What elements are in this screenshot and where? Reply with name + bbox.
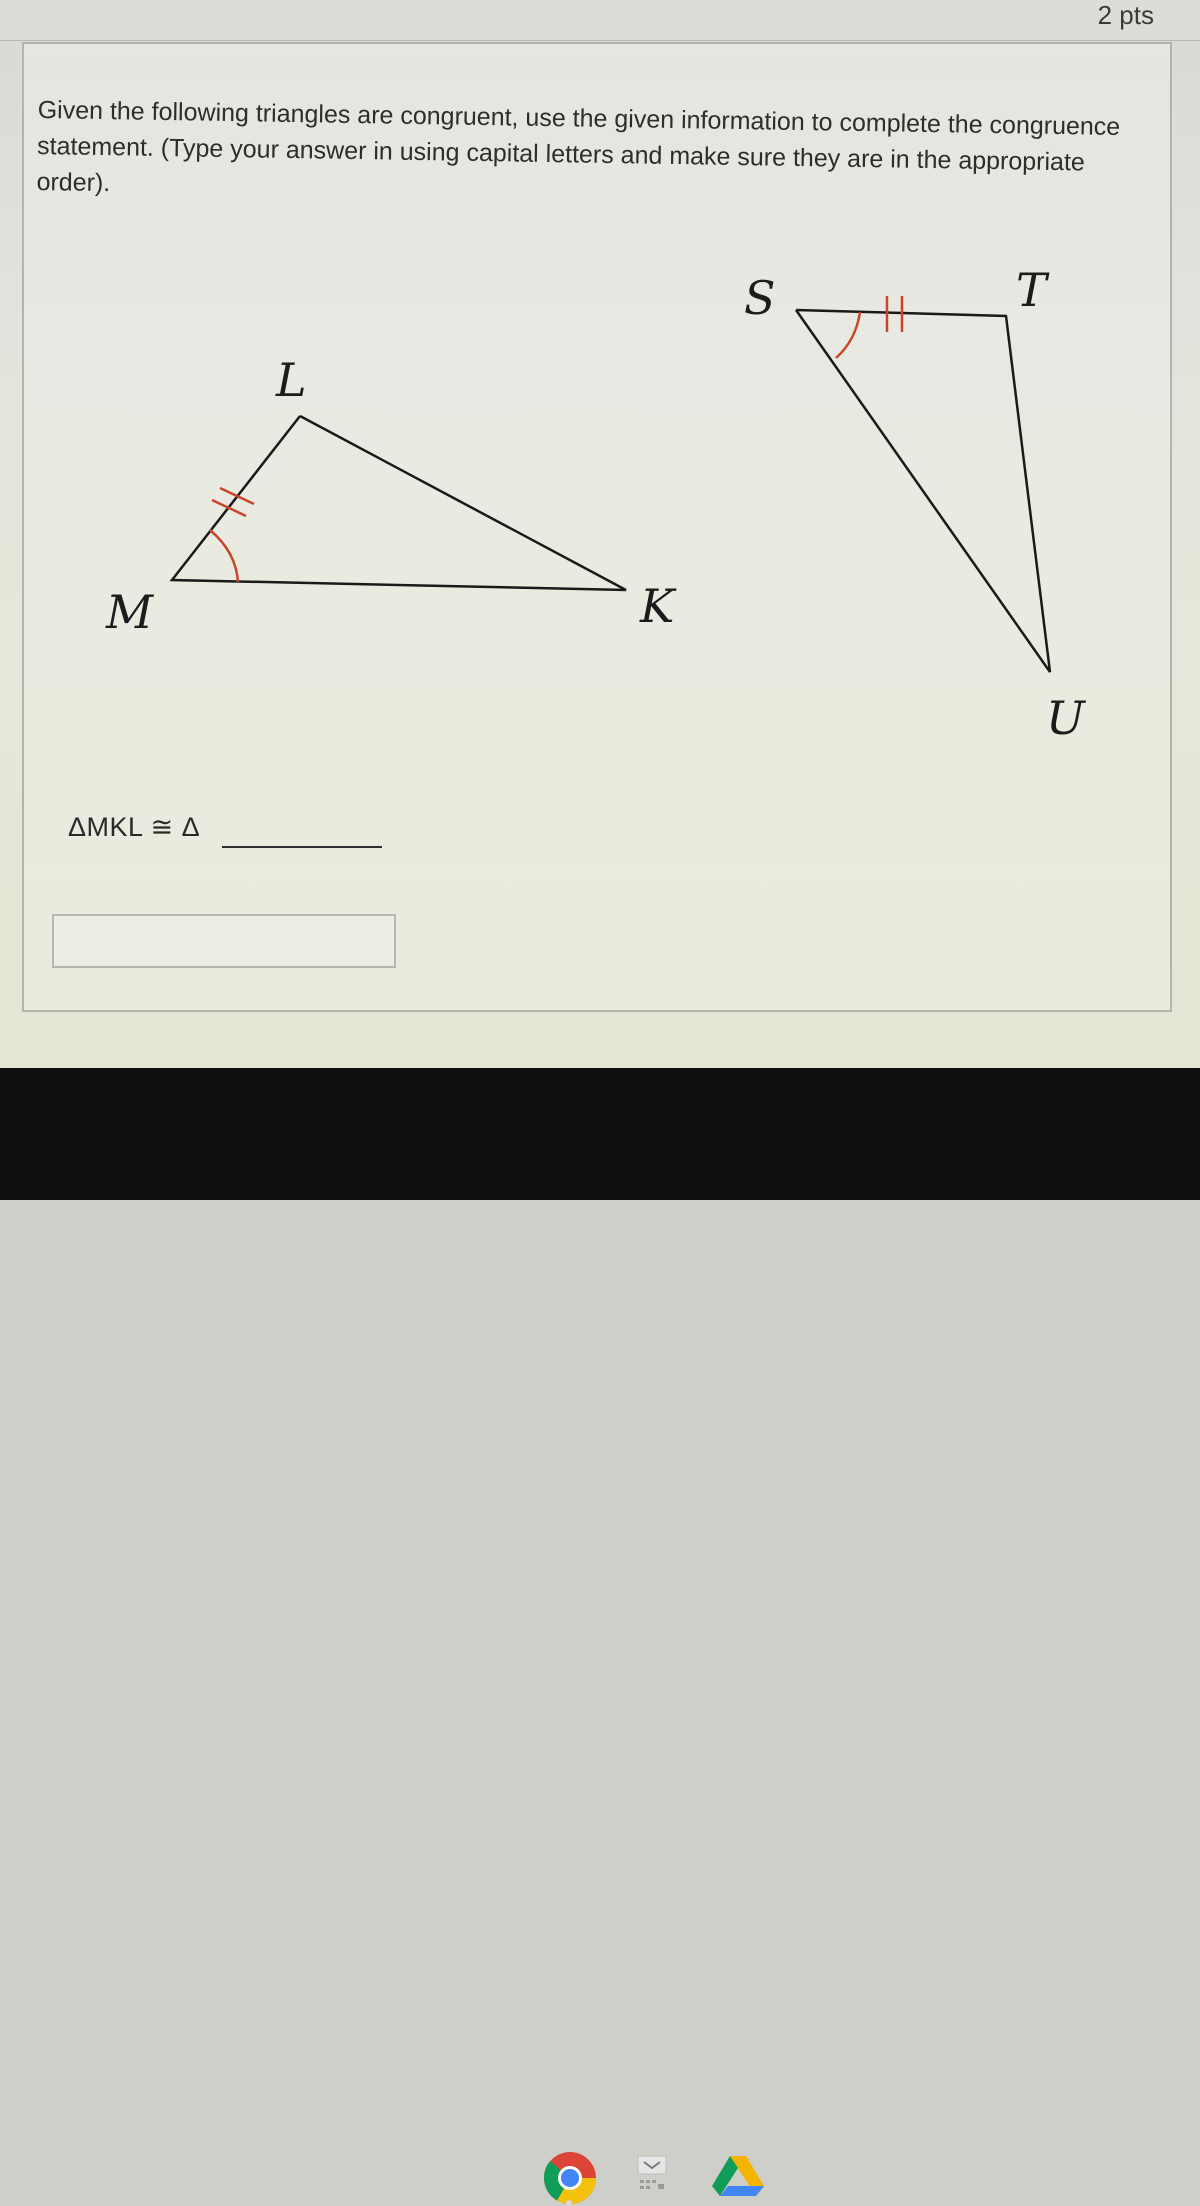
answer-input[interactable] <box>52 914 396 968</box>
angle-mark-m <box>210 530 238 582</box>
angle-mark-s <box>836 312 860 358</box>
tick-ml-1 <box>212 500 246 516</box>
congruence-statement: ΔMKL ≅ Δ <box>68 812 201 842</box>
triangles-figure <box>0 0 1200 1068</box>
points-label: 2 pts <box>1097 0 1154 30</box>
screen <box>0 0 1200 1068</box>
taskbar <box>0 1068 1200 1200</box>
vertex-label-s: S <box>744 271 776 325</box>
triangle-mkl <box>172 416 626 590</box>
question-text: Given the following triangles are congruent, use the given information to complete the congruence statement. (Type your answer in using capital letters and make sure they are in the appropriate order). <box>36 95 1121 198</box>
answer-blank-line <box>222 846 382 848</box>
tick-ml-2 <box>220 488 254 504</box>
chrome-icon[interactable] <box>542 2150 598 2206</box>
vertex-label-l: L <box>276 353 307 407</box>
google-drive-icon[interactable] <box>710 2154 766 2198</box>
vertex-label-t: T <box>1016 263 1047 317</box>
triangle-stu <box>796 310 1050 672</box>
screen-capture-icon[interactable] <box>636 2154 668 2194</box>
vertex-label-k: K <box>640 579 675 633</box>
vertex-label-m: M <box>106 585 154 639</box>
vertex-label-u: U <box>1046 691 1085 745</box>
active-dot <box>566 2200 572 2206</box>
